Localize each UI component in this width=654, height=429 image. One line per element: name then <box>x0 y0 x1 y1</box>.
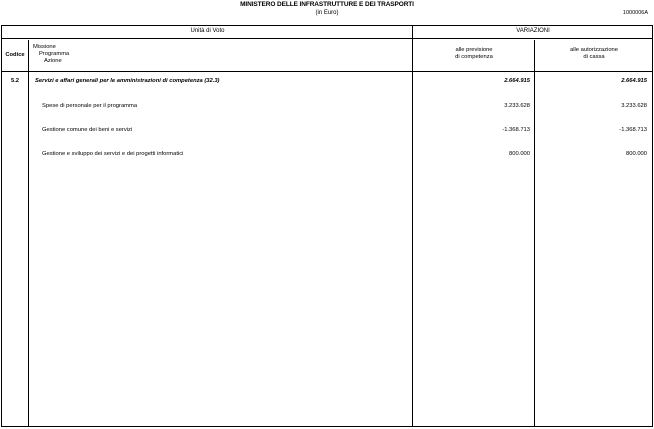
divider-codice <box>28 40 29 426</box>
header-previsione-line1: alle previsione <box>455 47 493 53</box>
header-autorizzazione-cassa <box>535 47 653 61</box>
header-codice: Codice <box>5 52 25 58</box>
header-variazioni: VARIAZIONI <box>516 28 550 34</box>
row-label-azione: Gestione e sviluppo dei servizi e dei progetti informatici <box>42 151 184 157</box>
header-cassa-line2: di cassa <box>583 54 605 60</box>
header-programma: Programma <box>39 51 70 57</box>
row-value-cassa: 800.000 <box>626 151 647 157</box>
row-value-cassa: -1.368.713 <box>619 127 647 133</box>
row-value-competenza: 800.000 <box>509 151 530 157</box>
header-missione: Missione <box>33 44 56 50</box>
row-label-azione: Gestione comune dei beni e servizi <box>42 127 133 133</box>
document-code: 1000006A <box>622 10 648 16</box>
header-azione: Azione <box>44 58 62 64</box>
header-previsione-competenza <box>414 47 534 61</box>
row-value-competenza: -1.368.713 <box>502 127 530 133</box>
row-value-competenza: 3.233.628 <box>504 103 530 109</box>
row-value-cassa: 2.664.915 <box>621 78 647 84</box>
header-unita-di-voto: Unità di Voto <box>190 28 225 34</box>
currency-unit: (in Euro) <box>315 10 339 16</box>
row-value-cassa: 3.233.628 <box>621 103 647 109</box>
divider-cassa <box>534 40 535 426</box>
divider-variazioni <box>412 26 413 426</box>
budget-table <box>1 25 653 427</box>
row-code: 5.2 <box>10 78 20 84</box>
ministry-title: MINISTERO DELLE INFRASTRUTTURE E DEI TRASPORTI <box>240 1 414 8</box>
row-label-azione: Spese di personale per il programma <box>42 103 138 109</box>
row-value-competenza: 2.664.915 <box>504 78 530 84</box>
header-rule-bottom <box>2 71 652 72</box>
header-previsione-line2: di competenza <box>455 54 493 60</box>
header-cassa-line1: alle autorizzazione <box>569 47 618 53</box>
row-label-programma: Servizi e affari generali per le amministrazioni di competenza (32.3) <box>35 78 220 84</box>
header-rule-top <box>2 38 652 39</box>
